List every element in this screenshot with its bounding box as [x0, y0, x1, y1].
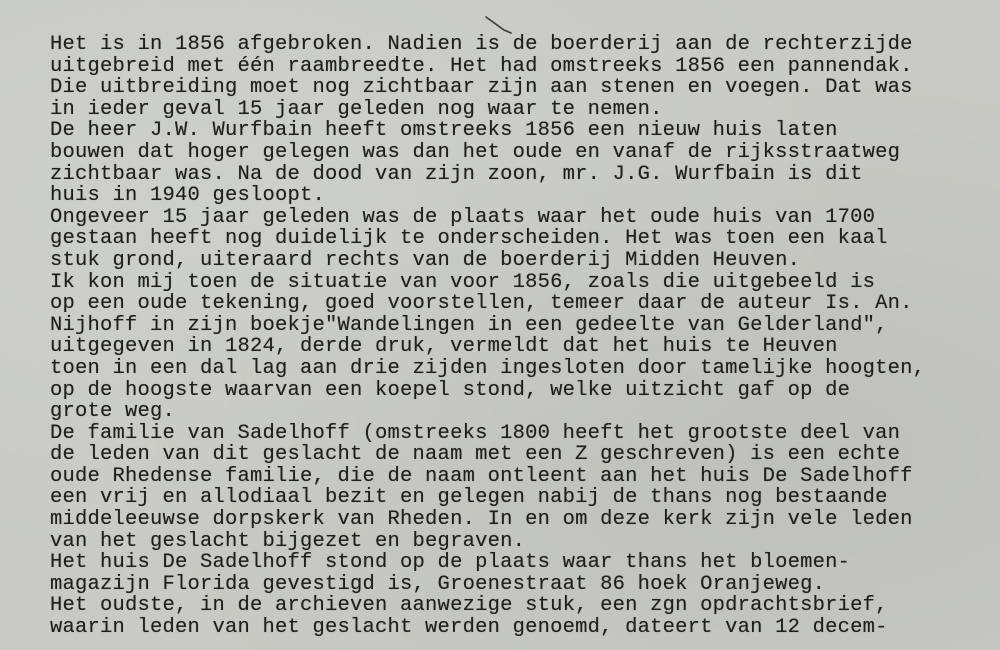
text-line: De familie van Sadelhoff (omstreeks 1800 heeft het grootste deel van: [50, 421, 901, 445]
text-line: Die uitbreiding moet nog zichtbaar zijn aan stenen en voegen. Dat was: [50, 76, 913, 100]
text-line: grote weg.: [50, 400, 176, 424]
text-line: oude Rhedense familie, die de naam ontleent aan het huis De Sadelhoff: [50, 464, 913, 488]
typed-text-body: [50, 34, 925, 639]
text-line: bouwen dat hoger gelegen was dan het oude en vanaf de rijksstraatweg: [50, 140, 901, 164]
text-line: stuk grond, uiteraard rechts van de boerderij Midden Heuven.: [50, 248, 801, 272]
text-line: Het oudste, in de archieven aanwezige stuk, een zgn opdrachtsbrief,: [50, 594, 888, 618]
text-line: Ik kon mij toen de situatie van voor 1856, zoals die uitgebeeld is: [50, 270, 876, 294]
text-line: gestaan heeft nog duidelijk te onderscheiden. Het was toen een kaal: [50, 227, 888, 251]
text-line: De heer J.W. Wurfbain heeft omstreeks 1856 een nieuw huis laten: [50, 119, 838, 143]
text-line: Ongeveer 15 jaar geleden was de plaats waar het oude huis van 1700: [50, 205, 876, 229]
text-line: op de hoogste waarvan een koepel stond, welke uitzicht gaf op de: [50, 378, 851, 402]
text-line: Het huis De Sadelhoff stond op de plaats waar thans het bloemen-: [50, 551, 851, 575]
text-line: huis in 1940 gesloopt.: [50, 184, 326, 208]
text-line: middeleeuwse dorpskerk van Rheden. In en om deze kerk zijn vele leden: [50, 508, 913, 532]
text-line: toen in een dal lag aan drie zijden ingesloten door tamelijke hoogten,: [50, 356, 926, 380]
text-line: een vrij en allodiaal bezit en gelegen nabij de thans nog bestaande: [50, 486, 888, 510]
text-line: in ieder geval 15 jaar geleden nog waar te nemen.: [50, 97, 663, 121]
text-line: waarin leden van het geslacht werden genoemd, dateert van 12 decem-: [50, 616, 888, 640]
text-line: op een oude tekening, goed voorstellen, temeer daar de auteur Is. An.: [50, 292, 913, 316]
text-line: van het geslacht bijgezet en begraven.: [50, 529, 526, 553]
text-line: Nijhoff in zijn boekje"Wandelingen in een gedeelte van Gelderland",: [50, 313, 888, 337]
text-line: Het is in 1856 afgebroken. Nadien is de boerderij aan de rechterzijde: [50, 33, 913, 56]
text-line: magazijn Florida gevestigd is, Groenestraat 86 hoek Oranjeweg.: [50, 572, 826, 596]
text-line: zichtbaar was. Na de dood van zijn zoon, mr. J.G. Wurfbain is dit: [50, 162, 863, 186]
text-line: uitgegeven in 1824, derde druk, vermeldt dat het huis te Heuven: [50, 335, 838, 359]
text-line: uitgebreid met één raambreedte. Het had omstreeks 1856 een pannendak.: [50, 54, 913, 78]
text-line: de leden van dit geslacht de naam met een Z geschreven) is een echte: [50, 443, 901, 467]
